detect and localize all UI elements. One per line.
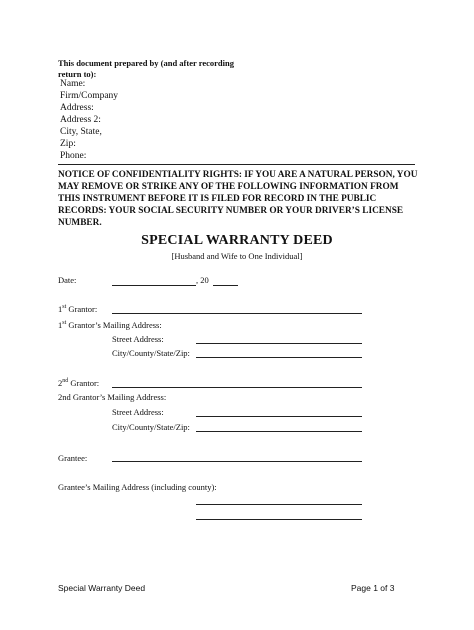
preparer-zip-label: Zip: [60,139,76,149]
preparer-heading: This document prepared by (and after recording return to): [58,58,234,79]
confidentiality-notice: NOTICE OF CONFIDENTIALITY RIGHTS: IF YOU ARE A NATURAL PERSON, YOU MAY REMOVE OR STRIKE ANY OF THE FOLLOWING INFORMATION FROM THIS INSTRUMENT BEFORE IT IS FILED FOR RECORD IN THE PUBLIC RECORDS: YOUR SOCIAL SECURITY NUMBER OR YOUR DRIVER’S LICENSE NUMBER. [58,170,418,228]
deed-title: SPECIAL WARRANTY DEED [141,233,333,248]
preparer-address2-label: Address 2: [60,115,101,125]
date-label: Date: [58,275,77,285]
grantee-label: Grantee: [58,453,88,463]
deed-subtitle: [Husband and Wife to One Individual] [171,251,303,261]
grantee-address-field-2[interactable] [196,519,362,520]
grantor1-field[interactable] [112,313,362,314]
grantor2-street-label: Street Address: [112,407,164,417]
footer-page-number: Page 1 of 3 [351,583,395,593]
grantor2-label: 2nd Grantor: [58,378,100,388]
year-field[interactable] [213,285,238,286]
grantor2-street-field[interactable] [196,416,362,417]
grantor1-city-field[interactable] [196,357,362,358]
year-prefix: , 20 [196,275,209,285]
preparer-firm-label: Firm/Company [60,91,119,101]
grantor2-city-field[interactable] [196,431,362,432]
grantor2-city-label: City/County/State/Zip: [112,422,190,432]
preparer-city-state-label: City, State, [60,127,102,137]
grantee-mailing-label: Grantee’s Mailing Address (including county): [58,482,217,492]
grantor1-street-field[interactable] [196,343,362,344]
grantor2-field[interactable] [112,387,362,388]
grantor1-city-label: City/County/State/Zip: [112,348,190,358]
preparer-address-label: Address: [60,103,94,113]
grantor1-street-label: Street Address: [112,334,164,344]
footer-doc-title: Special Warranty Deed [58,583,146,593]
preparer-name-label: Name: [60,79,86,89]
grantor1-mailing-label: 1st Grantor’s Mailing Address: [58,320,162,330]
preparer-divider [58,164,415,165]
grantor1-label: 1st Grantor: [58,304,98,314]
grantee-address-field-1[interactable] [196,504,362,505]
grantor2-mailing-label: 2nd Grantor’s Mailing Address: [58,392,167,402]
date-field[interactable] [112,285,196,286]
grantee-field[interactable] [112,461,362,462]
preparer-phone-label: Phone: [60,151,87,161]
